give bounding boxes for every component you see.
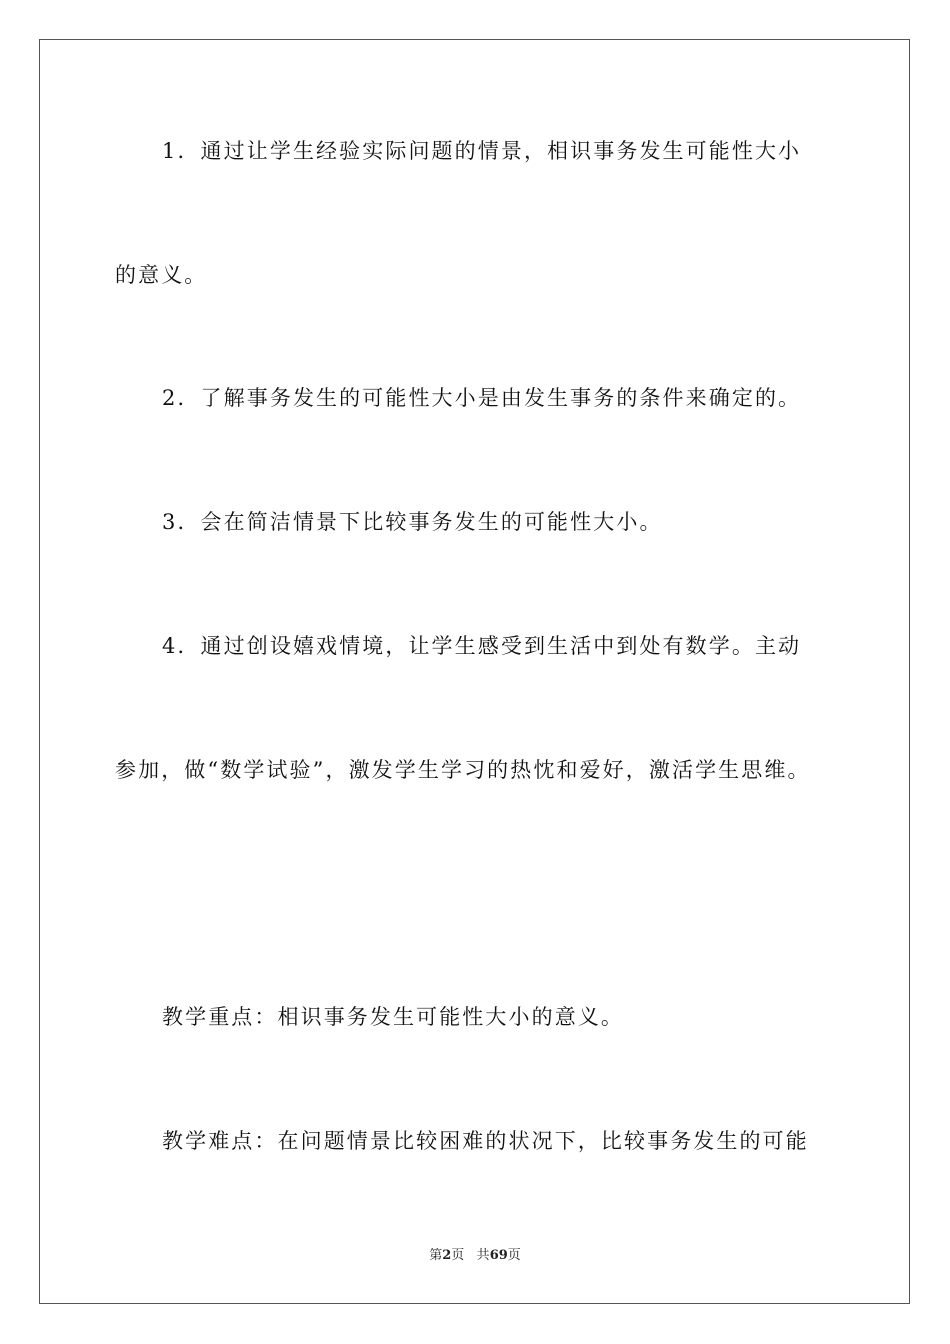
footer-total-number: 69: [489, 1248, 508, 1263]
paragraph-line-6: 参加，做“数学试验”，激发学生学习的热忱和爱好，激活学生思维。: [115, 758, 811, 782]
footer-total-suffix: 页: [507, 1248, 521, 1263]
difficult-point-line: 教学难点：在问题情景比较困难的状况下，比较事务发生的可能: [162, 1129, 809, 1153]
paragraph-line-4: 3．会在简洁情景下比较事务发生的可能性大小。: [162, 510, 663, 534]
footer-page-suffix: 页: [451, 1248, 465, 1263]
footer-page-number: 2: [442, 1248, 452, 1263]
page-footer: [0, 1248, 950, 1264]
footer-page-prefix: 第: [429, 1248, 443, 1263]
key-point-line: 教学重点：相识事务发生可能性大小的意义。: [162, 1005, 624, 1029]
paragraph-line-3: 2．了解事务发生的可能性大小是由发生事务的条件来确定的。: [162, 386, 802, 410]
paragraph-line-2: 的意义。: [115, 263, 208, 287]
paragraph-line-5: 4．通过创设嬉戏情境，让学生感受到生活中到处有数学。主动: [162, 634, 802, 658]
footer-total-prefix: 共: [476, 1248, 490, 1263]
page-border: [39, 39, 910, 1304]
paragraph-line-1: 1．通过让学生经验实际问题的情景，相识事务发生可能性大小: [162, 139, 802, 163]
